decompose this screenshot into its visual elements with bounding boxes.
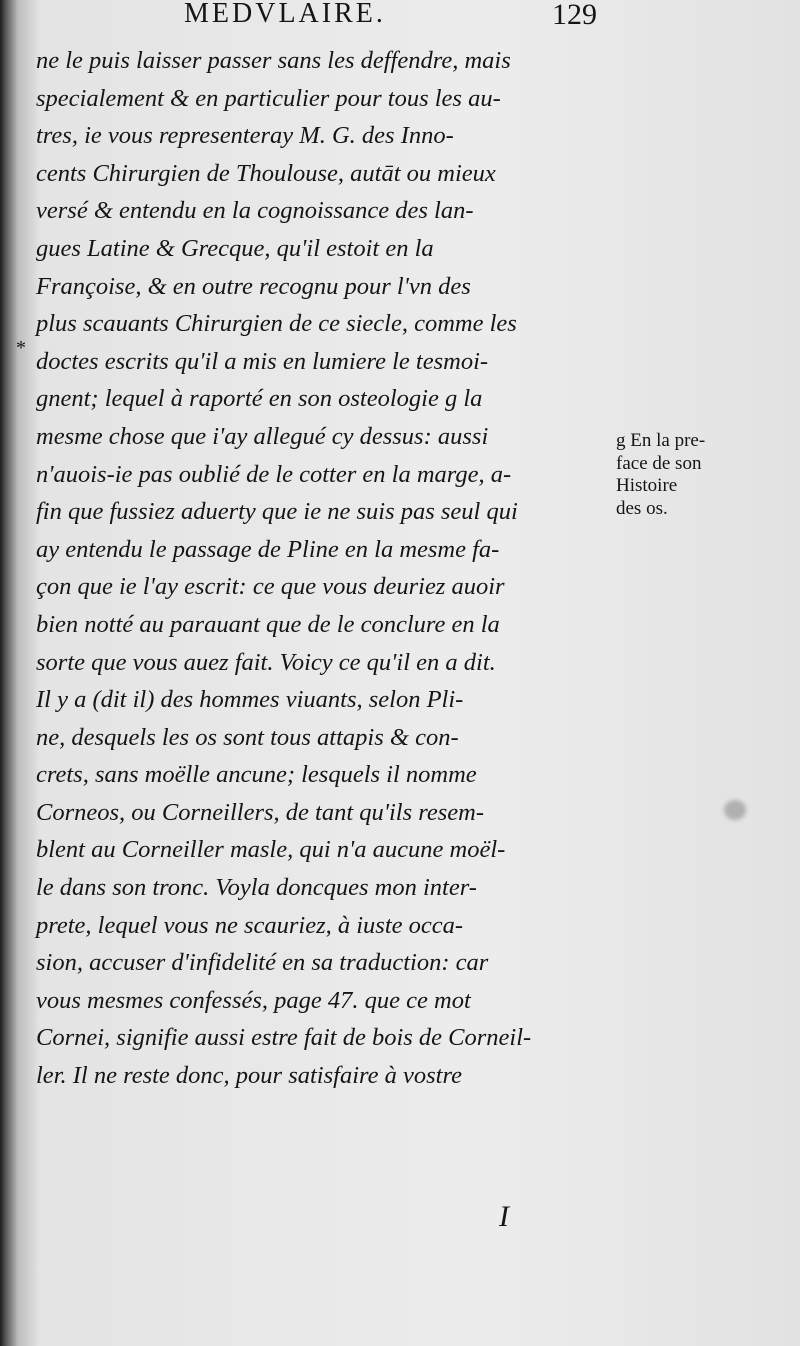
text-line: specialement & en particulier pour tous les au-	[36, 84, 501, 112]
text-line: sorte que vous auez fait. Voicy ce qu'il en a dit.	[36, 648, 496, 676]
margin-note-line: des os.	[616, 497, 668, 519]
text-line: bien notté au parauant que de le conclure en la	[36, 610, 500, 638]
text-line: sion, accuser d'infidelité en sa traduction: car	[36, 949, 489, 977]
text-line: versé & entendu en la cognoissance des lan-	[36, 197, 474, 225]
text-line: çon que ie l'ay escrit: ce que vous deuriez auoir	[36, 573, 505, 601]
text-line: gues Latine & Grecque, qu'il estoit en la	[36, 234, 434, 262]
text-line: tres, ie vous representeray M. G. des Inno-	[36, 122, 454, 150]
margin-note-line: face de son	[616, 452, 702, 474]
text-line: gnent; lequel à raporté en son osteologie g la	[36, 385, 483, 413]
text-line: crets, sans moëlle ancune; lesquels il nomme	[36, 761, 477, 789]
text-line: ne, desquels les os sont tous attapis & con-	[36, 723, 459, 751]
text-line: cents Chirurgien de Thoulouse, autāt ou mieux	[36, 159, 496, 187]
text-line: doctes escrits qu'il a mis en lumiere le tesmoi-	[36, 347, 489, 375]
text-line: vous mesmes confessés, page 47. que ce mot	[36, 986, 471, 1014]
text-line: ay entendu le passage de Pline en la mesme fa-	[36, 535, 500, 563]
text-line: plus scauants Chirurgien de ce siecle, comme les	[36, 310, 517, 338]
text-line: n'auois-ie pas oublié de le cotter en la marge, a-	[36, 460, 512, 488]
text-line: ne le puis laisser passer sans les deffendre, mais	[36, 47, 511, 74]
body-text	[36, 42, 614, 1095]
margin-note	[616, 430, 796, 520]
margin-sign: *	[16, 337, 26, 359]
text-line: Il y a (dit il) des hommes viuants, selon Pli-	[36, 686, 464, 714]
page-number: 129	[552, 0, 597, 31]
ink-spot	[724, 800, 746, 820]
running-title: MEDVLAIRE.	[184, 0, 386, 29]
text-line: fin que fussiez aduerty que ie ne suis pas seul qui	[36, 498, 518, 526]
text-line: prete, lequel vous ne scauriez, à iuste occa-	[36, 911, 464, 939]
text-line: ler. Il ne reste donc, pour satisfaire à vostre	[36, 1062, 462, 1090]
text-line: Cornei, signifie aussi estre fait de bois de Corneil-	[36, 1024, 532, 1052]
text-line: blent au Corneiller masle, qui n'a aucune moël-	[36, 836, 506, 864]
margin-note-line: Histoire	[616, 475, 678, 496]
margin-note-line: g En la pre-	[616, 430, 706, 451]
text-line: Françoise, & en outre recognu pour l'vn des	[36, 272, 471, 300]
text-line: le dans son tronc. Voyla doncques mon inter-	[36, 874, 477, 902]
text-line: Corneos, ou Corneillers, de tant qu'ils resem-	[36, 798, 485, 826]
signature-mark: I	[499, 1200, 509, 1233]
text-line: mesme chose que i'ay allegué cy dessus: aussi	[36, 422, 489, 450]
